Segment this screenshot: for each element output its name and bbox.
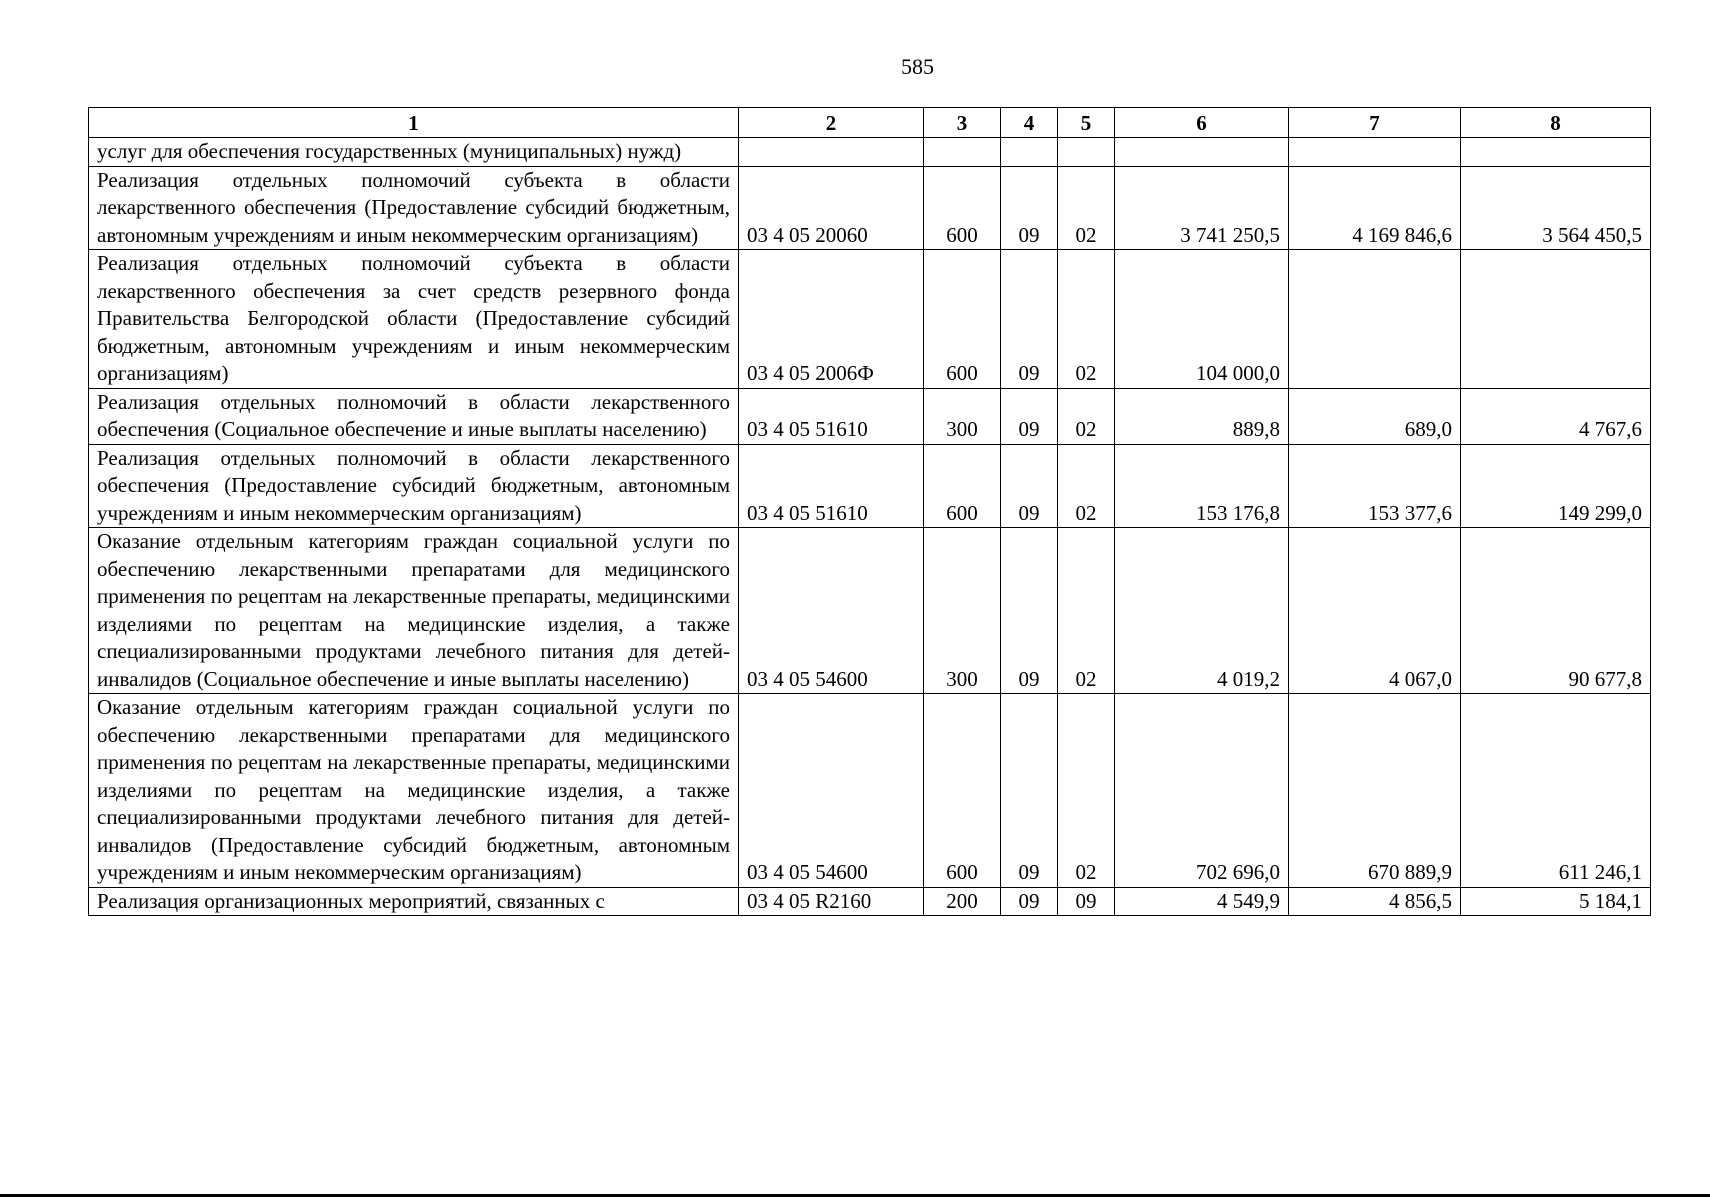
row-value-7: 670 889,9	[1289, 694, 1461, 888]
table-row	[89, 166, 1651, 250]
header-row	[89, 108, 1651, 138]
row-value-8: 149 299,0	[1461, 444, 1651, 528]
row-value-7: 689,0	[1289, 388, 1461, 444]
row-col5: 02	[1058, 166, 1115, 250]
row-col4: 09	[1001, 444, 1058, 528]
row-value-8: 5 184,1	[1461, 887, 1651, 916]
row-col4: 09	[1001, 528, 1058, 694]
row-code: 03 4 05 20060	[739, 166, 924, 250]
table-row	[89, 138, 1651, 167]
col-header-5: 5	[1058, 108, 1115, 138]
row-col3: 600	[924, 444, 1001, 528]
row-description: Реализация отдельных полномочий в области лекарственного обеспечения (Предоставление субсидий бюджетным, автономным учреждениям и иным некоммерческим организациям)	[89, 444, 739, 528]
table-row	[89, 250, 1651, 389]
row-col5: 02	[1058, 444, 1115, 528]
row-value-6	[1115, 138, 1289, 167]
table-row	[89, 444, 1651, 528]
row-col3: 200	[924, 887, 1001, 916]
budget-table	[88, 107, 1651, 916]
row-value-6: 3 741 250,5	[1115, 166, 1289, 250]
table-row	[89, 388, 1651, 444]
row-col3: 300	[924, 528, 1001, 694]
row-col3: 600	[924, 250, 1001, 389]
row-description: Оказание отдельным категориям граждан социальной услуги по обеспечению лекарственными препаратами для медицинского применения по рецептам на лекарственные препараты, медицинскими изделиями по рецептам на медицинские изделия, а также специализированными продуктами лечебного питания для детей-инвалидов (Предоставление субсидий бюджетным, автономным учреждениям и иным некоммерческим организациям)	[89, 694, 739, 888]
row-col3: 600	[924, 694, 1001, 888]
col-header-7: 7	[1289, 108, 1461, 138]
row-value-6: 4 019,2	[1115, 528, 1289, 694]
row-code: 03 4 05 51610	[739, 444, 924, 528]
row-col4	[1001, 138, 1058, 167]
row-code	[739, 138, 924, 167]
row-description: Реализация отдельных полномочий субъекта в области лекарственного обеспечения (Предоставление субсидий бюджетным, автономным учреждениям и иным некоммерческим организациям)	[89, 166, 739, 250]
row-col4: 09	[1001, 887, 1058, 916]
row-value-8	[1461, 138, 1651, 167]
row-col5: 02	[1058, 388, 1115, 444]
row-col5: 09	[1058, 887, 1115, 916]
col-header-4: 4	[1001, 108, 1058, 138]
row-description: Реализация отдельных полномочий в области лекарственного обеспечения (Социальное обеспечение и иные выплаты населению)	[89, 388, 739, 444]
row-value-6: 4 549,9	[1115, 887, 1289, 916]
row-description: услуг для обеспечения государственных (муниципальных) нужд)	[89, 138, 739, 167]
row-code: 03 4 05 51610	[739, 388, 924, 444]
row-value-8: 90 677,8	[1461, 528, 1651, 694]
row-description: Оказание отдельным категориям граждан социальной услуги по обеспечению лекарственными препаратами для медицинского применения по рецептам на лекарственные препараты, медицинскими изделиями по рецептам на медицинские изделия, а также специализированными продуктами лечебного питания для детей-инвалидов (Социальное обеспечение и иные выплаты населению)	[89, 528, 739, 694]
row-col4: 09	[1001, 388, 1058, 444]
row-col4: 09	[1001, 166, 1058, 250]
scan-bottom-edge	[0, 1194, 1710, 1197]
row-value-8: 3 564 450,5	[1461, 166, 1651, 250]
col-header-2: 2	[739, 108, 924, 138]
row-code: 03 4 05 2006Ф	[739, 250, 924, 389]
row-description: Реализация отдельных полномочий субъекта в области лекарственного обеспечения за счет средств резервного фонда Правительства Белгородской области (Предоставление субсидий бюджетным, автономным учреждениям и иным некоммерческим организациям)	[89, 250, 739, 389]
row-value-7: 4 169 846,6	[1289, 166, 1461, 250]
row-value-6: 889,8	[1115, 388, 1289, 444]
row-col3: 600	[924, 166, 1001, 250]
page-number: 585	[901, 54, 934, 79]
row-code: 03 4 05 R2160	[739, 887, 924, 916]
row-col5	[1058, 138, 1115, 167]
table-row	[89, 887, 1651, 916]
row-col3	[924, 138, 1001, 167]
table-row	[89, 694, 1651, 888]
col-header-3: 3	[924, 108, 1001, 138]
table-row	[89, 528, 1651, 694]
row-code: 03 4 05 54600	[739, 528, 924, 694]
row-col4: 09	[1001, 250, 1058, 389]
row-value-8	[1461, 250, 1651, 389]
row-value-7	[1289, 138, 1461, 167]
row-value-6: 104 000,0	[1115, 250, 1289, 389]
row-value-7: 4 856,5	[1289, 887, 1461, 916]
row-col5: 02	[1058, 694, 1115, 888]
col-header-8: 8	[1461, 108, 1651, 138]
row-value-6: 702 696,0	[1115, 694, 1289, 888]
row-value-8: 611 246,1	[1461, 694, 1651, 888]
row-value-7	[1289, 250, 1461, 389]
row-col5: 02	[1058, 528, 1115, 694]
row-col3: 300	[924, 388, 1001, 444]
row-description: Реализация организационных мероприятий, связанных с	[89, 887, 739, 916]
row-col4: 09	[1001, 694, 1058, 888]
row-value-8: 4 767,6	[1461, 388, 1651, 444]
row-value-7: 4 067,0	[1289, 528, 1461, 694]
col-header-1: 1	[89, 108, 739, 138]
col-header-6: 6	[1115, 108, 1289, 138]
row-col5: 02	[1058, 250, 1115, 389]
row-value-7: 153 377,6	[1289, 444, 1461, 528]
row-value-6: 153 176,8	[1115, 444, 1289, 528]
row-code: 03 4 05 54600	[739, 694, 924, 888]
